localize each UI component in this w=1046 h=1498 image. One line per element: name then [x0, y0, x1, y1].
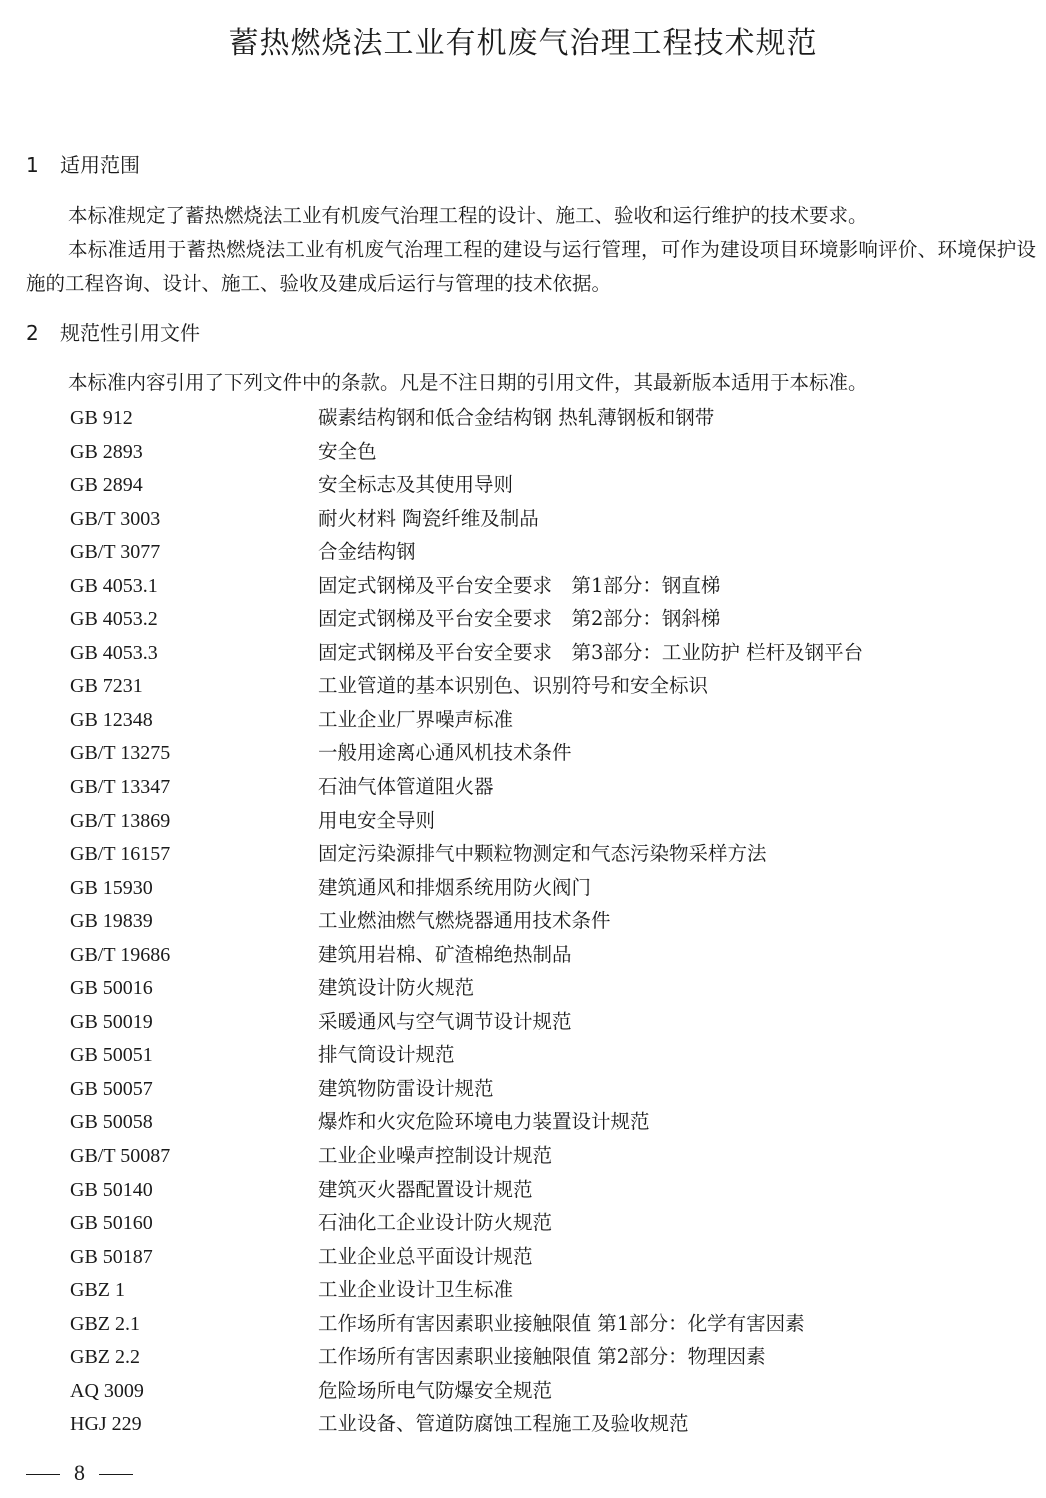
reference-row — [70, 502, 1030, 536]
reference-code: GB/T 13869 — [70, 809, 171, 832]
reference-row — [70, 669, 1030, 703]
reference-title: 工业管道的基本识别色、识别符号和安全标识 — [318, 674, 709, 698]
reference-title: 工业企业噪声控制设计规范 — [318, 1144, 553, 1168]
reference-row — [70, 1407, 1030, 1441]
reference-code: GB 4053.1 — [70, 574, 158, 597]
page-footer — [26, 1456, 133, 1490]
reference-code: GB 912 — [70, 407, 133, 429]
reference-title: 工作场所有害因素职业接触限值 第2部分：物理因素 — [318, 1345, 766, 1369]
footer-dash-right — [99, 1474, 133, 1475]
reference-row — [70, 904, 1030, 938]
reference-title: 工业设备、管道防腐蚀工程施工及验收规范 — [318, 1412, 689, 1436]
reference-code: GB 50140 — [70, 1178, 153, 1201]
reference-title: 石油气体管道阻火器 — [318, 775, 494, 799]
reference-title: 排气筒设计规范 — [318, 1043, 455, 1067]
reference-code: GBZ 2.1 — [70, 1312, 140, 1335]
reference-row — [70, 1240, 1030, 1274]
section-number: 1 — [26, 153, 39, 177]
reference-row — [70, 1340, 1030, 1374]
reference-title: 采暖通风与空气调节设计规范 — [318, 1009, 572, 1033]
reference-code: GB 50057 — [70, 1077, 153, 1100]
reference-title: 工业企业总平面设计规范 — [318, 1244, 533, 1268]
reference-row — [70, 736, 1030, 770]
reference-row — [70, 1139, 1030, 1173]
reference-code: GB 4053.2 — [70, 608, 158, 631]
reference-row — [70, 1105, 1030, 1139]
reference-code: GB/T 16157 — [70, 843, 171, 866]
reference-code: GB/T 3077 — [70, 541, 161, 564]
reference-title: 建筑用岩棉、矿渣棉绝热制品 — [318, 942, 572, 966]
section-heading-scope — [26, 150, 140, 180]
reference-row — [70, 602, 1030, 636]
reference-row — [70, 1374, 1030, 1408]
reference-code: GB 50051 — [70, 1044, 153, 1067]
reference-row — [70, 804, 1030, 838]
reference-row — [70, 971, 1030, 1005]
reference-code: GB 50058 — [70, 1111, 153, 1134]
reference-title: 合金结构钢 — [318, 540, 416, 564]
reference-list — [70, 401, 1030, 1441]
reference-code: GB 15930 — [70, 876, 153, 899]
reference-code: GBZ 2.2 — [70, 1346, 140, 1369]
reference-title: 石油化工企业设计防火规范 — [318, 1211, 553, 1235]
reference-code: GB/T 13275 — [70, 742, 171, 765]
reference-code: AQ 3009 — [70, 1379, 144, 1402]
section-number: 2 — [26, 321, 39, 345]
reference-title: 固定式钢梯及平台安全要求 第3部分：工业防护 栏杆及钢平台 — [318, 640, 864, 664]
section-title: 规范性引用文件 — [60, 321, 200, 345]
reference-title: 危险场所电气防爆安全规范 — [318, 1378, 553, 1402]
reference-title: 工业燃油燃气燃烧器通用技术条件 — [318, 909, 611, 933]
reference-row — [70, 837, 1030, 871]
reference-row — [70, 1005, 1030, 1039]
reference-row — [70, 1273, 1030, 1307]
reference-row — [70, 468, 1030, 502]
reference-title: 一般用途离心通风机技术条件 — [318, 741, 572, 765]
reference-code: GB 50016 — [70, 977, 153, 1000]
footer-dash-left — [26, 1474, 60, 1475]
paragraph-scope-2: 本标准适用于蓄热燃烧法工业有机废气治理工程的建设与运行管理，可作为建设项目环境影响评价、环境保护设施的工程咨询、设计、施工、验收及建成后运行与管理的技术依据。 — [26, 238, 1036, 295]
paragraph-scope-1: 本标准规定了蓄热燃烧法工业有机废气治理工程的设计、施工、验收和运行维护的技术要求。 — [68, 204, 868, 227]
reference-title: 建筑灭火器配置设计规范 — [318, 1177, 533, 1201]
section-title: 适用范围 — [60, 153, 140, 177]
reference-code: GB/T 50087 — [70, 1145, 171, 1168]
reference-title: 碳素结构钢和低合金结构钢 热轧薄钢板和钢带 — [318, 406, 715, 429]
reference-row — [70, 938, 1030, 972]
reference-code: GB 50019 — [70, 1010, 153, 1033]
reference-row — [70, 1206, 1030, 1240]
reference-code: GB/T 19686 — [70, 943, 171, 966]
reference-row — [70, 1072, 1030, 1106]
reference-title: 固定式钢梯及平台安全要求 第2部分：钢斜梯 — [318, 607, 721, 631]
reference-title: 耐火材料 陶瓷纤维及制品 — [318, 506, 539, 530]
reference-code: GB 50187 — [70, 1245, 153, 1268]
reference-code: GB 50160 — [70, 1212, 153, 1235]
reference-title: 建筑物防雷设计规范 — [318, 1076, 494, 1100]
reference-code: GB 19839 — [70, 910, 153, 933]
reference-code: HGJ 229 — [70, 1413, 142, 1436]
page-number: 8 — [74, 1460, 85, 1485]
reference-row — [70, 1173, 1030, 1207]
reference-row — [70, 703, 1030, 737]
reference-code: GB/T 13347 — [70, 776, 171, 799]
reference-row — [70, 535, 1030, 569]
reference-row — [70, 1307, 1030, 1341]
reference-title: 工业企业厂界噪声标准 — [318, 707, 514, 731]
section-heading-normative-references — [26, 318, 200, 348]
reference-title: 建筑通风和排烟系统用防火阀门 — [318, 875, 592, 899]
reference-code: GB 2894 — [70, 474, 143, 497]
reference-code: GBZ 1 — [70, 1279, 125, 1302]
reference-title: 爆炸和火灾危险环境电力装置设计规范 — [318, 1110, 650, 1134]
reference-row — [70, 569, 1030, 603]
reference-row — [70, 770, 1030, 804]
reference-title: 固定式钢梯及平台安全要求 第1部分：钢直梯 — [318, 573, 721, 597]
reference-title: 建筑设计防火规范 — [318, 976, 475, 1000]
paragraph-references-intro: 本标准内容引用了下列文件中的条款。凡是不注日期的引用文件，其最新版本适用于本标准。 — [68, 371, 868, 394]
reference-title: 工业企业设计卫生标准 — [318, 1278, 514, 1302]
reference-row — [70, 435, 1030, 469]
reference-code: GB 12348 — [70, 708, 153, 731]
reference-title: 安全标志及其使用导则 — [318, 473, 514, 497]
reference-code: GB 2893 — [70, 440, 143, 463]
reference-row — [70, 636, 1030, 670]
reference-row — [70, 871, 1030, 905]
reference-row — [70, 401, 1030, 435]
reference-title: 安全色 — [318, 439, 377, 463]
reference-title: 用电安全导则 — [318, 808, 436, 832]
reference-row — [70, 1038, 1030, 1072]
reference-code: GB 7231 — [70, 675, 143, 698]
reference-title: 固定污染源排气中颗粒物测定和气态污染物采样方法 — [318, 842, 767, 866]
reference-title: 工作场所有害因素职业接触限值 第1部分：化学有害因素 — [318, 1311, 805, 1335]
reference-code: GB/T 3003 — [70, 507, 161, 530]
page-title: 蓄热燃烧法工业有机废气治理工程技术规范 — [228, 26, 818, 61]
reference-code: GB 4053.3 — [70, 641, 158, 664]
